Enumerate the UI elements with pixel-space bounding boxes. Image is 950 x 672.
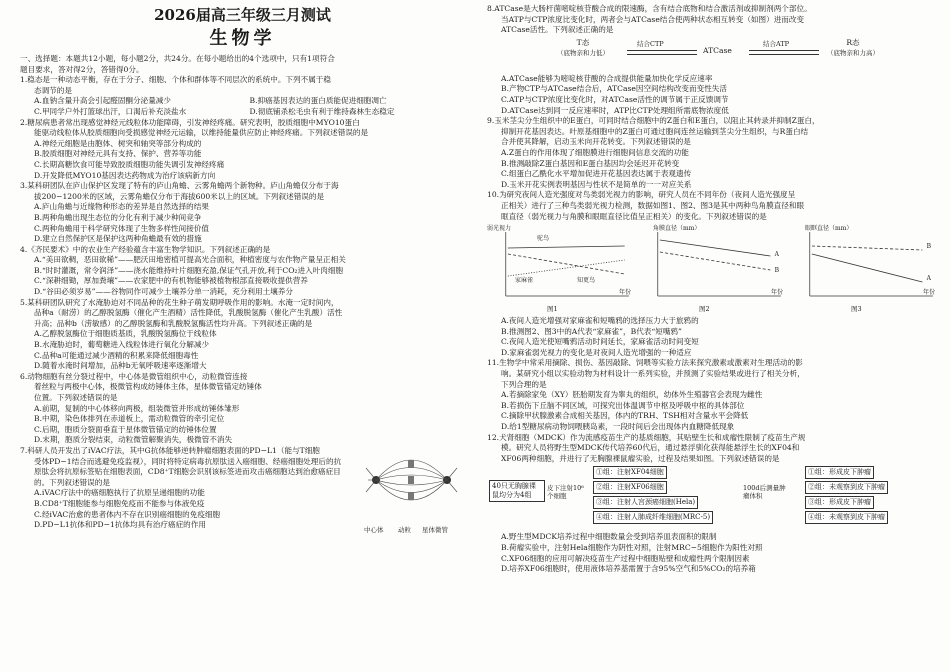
- figure-label: 中心体: [364, 526, 384, 535]
- option: A.夜间人造光增强对家麻雀和短嘴鸦的选择压力大于旅鸦的: [501, 316, 699, 326]
- right-column: [487, 0, 937, 672]
- option: A.庐山角蟾与近缘物种形态的差异是自然选择的结果: [34, 202, 209, 212]
- option: D.彻底铺杀松毛虫有利于维持森林生态稳定: [249, 106, 395, 116]
- r-state-label: R态: [846, 37, 860, 47]
- option: B.荷瘤实验中，注射Hela细胞作为阴性对照，注射MRC−5细胞作为阳性对照: [501, 543, 763, 552]
- option: A.“美田欲稠，恶田欲稀”——肥沃田地密植可提高光合面积，种植密度与农作物产量呈正相关: [34, 255, 346, 265]
- legend-item: 驼鸟: [537, 235, 550, 243]
- legend-item: A: [926, 275, 931, 283]
- option: B.推测图2、图3中的A代表“家麻雀”，B代表“短嘴鸦”: [501, 326, 682, 336]
- chart-ylabel: 眼眶直径（mm）: [805, 225, 853, 233]
- option: C.XF06细胞的应用可解决疫苗生产过程中细胞贴壁和成瘤性两个限制因素: [501, 553, 750, 563]
- figure-label: 动粒: [398, 526, 411, 535]
- observe-label: 100d后测量肿瘤体积: [743, 484, 786, 501]
- option: A.血钠含量升高会引起醛固酮分泌量减少: [34, 96, 171, 106]
- option: B.“时时灌溉，常令润泽”——浇水能维持叶片细胞充盈,保证气孔开放,利于CO₂进入叶肉细胞: [34, 265, 344, 275]
- question-6: 6.动物细胞有丝分裂过程中，中心体是微管组织中心，动粒微管连接 着丝粒与两极中心体，极微管构成纺锤体主体，星体微管锚定纺锤体 位置。下列叙述错误的是 A.前期，复制的中心体移向两极，组装微管并形成纺锤体雏形 B.中期，染色体排列在赤道板上，需动粒微管的牵引定位 C.后期，胞质分裂面垂直于星体微管锚定的纺锤体位置 D.末期，胞质分裂结束，动粒微管解聚消失，极微管不消失: [20, 372, 465, 446]
- bird-charts: [487, 224, 937, 314]
- group-3: ③组：注射人宫颈癌细胞(Hela): [593, 496, 698, 509]
- chart-xlabel: 年份: [618, 289, 631, 297]
- option: A.野生型MDCK培养过程中细胞数量会受到培养皿表面积的限制: [501, 532, 717, 542]
- legend-item: 家麻雀: [515, 277, 534, 285]
- arrow-label: 结合ATP: [763, 39, 790, 48]
- option: D.家麻雀弱光视力的变化是对夜间人造光增强的一种适应: [501, 347, 692, 357]
- option: C.甲同学户外打篮球出汗，口渴后补充淡盐水: [34, 106, 187, 116]
- option: B.水淹胁迫时，葡萄糖进入线粒体进行氧化分解减少: [34, 340, 210, 350]
- chart-caption: 图2: [699, 304, 710, 313]
- group-1: ①组：注射XF04细胞: [593, 466, 667, 479]
- chart-caption: 图1: [547, 304, 558, 313]
- left-column: [20, 0, 465, 672]
- option: A.乙醇脱氢酶位于细胞质基质，乳酸脱氢酶位于线粒体: [34, 329, 217, 339]
- option: D.ATCase达到同一反应速率时，ATP比CTP处理组所需底物浓度低: [501, 105, 729, 115]
- group-2: ②组：注射XF06细胞: [593, 481, 667, 494]
- legend-item: B: [774, 267, 779, 275]
- question-4: 4.《齐民要术》中的农业生产经验蕴含丰富生物学知识。下列叙述正确的是 A.“美田欲稠，恶田欲稀”——肥沃田地密植可提高光合面积，种植密度与农作物产量呈正相关 B.“时时灌溉，常令润泽”——浇水能维持叶片细胞充盈,保证气孔开放,利于CO₂进入叶肉细胞 C.“深耕细锄，厚加粪壤”——农家肥中的有机物能够被植物根部直接吸收提供营养 D.“谷田必须岁易”——谷物同作可减少土壤养分单一消耗，充分利用土壤养分: [20, 245, 465, 298]
- question-12: 12.犬肾细胞（MDCK）作为流感疫苗生产的基质细胞，其贴壁生长和成瘤性限制了疫苗生产规 模。研究人员将野生型MDCK传代培养60代后，通过悬浮驯化获得能悬浮生长的XF04和 XF06两种细胞，并进行了无胸腺裸鼠瘤实验，过程及结果如图。下列叙述错误的是 40只无胸腺裸鼠均分为4组 皮下注射10⁶个细胞 ①组：注射XF04细胞 ②组：注射XF06细胞 ③组：注射人宫颈癌细胞(Hela) ④组：注射人肺成纤维细胞(MRC-5) 100d后测量肿瘤体积 ①组：形成皮下肿瘤 ②组：未观察到皮下肿瘤 ③组：形成皮下肿瘤 ④组：未观察到皮下肿瘤 A.野生型MDCK培养过程中细胞数量会受到培养皿表面积的限制 B.荷瘤实验中，注射Hela细胞作为阴性对照，注射MRC−5细胞作为阳性对照 C.XF06细胞的应用可解决疫苗生产过程中细胞贴壁和成瘤性两个限制因素 D.培养XF06细胞时，使用液体培养基需置于含95%空气和5%CO₂的培养箱: [487, 433, 937, 575]
- option: A.Z蛋白的作用体现了细胞膜进行细胞间信息交流的功能: [501, 147, 689, 157]
- option: B.若损伤下丘脑不同区域，可探究出体温调节中枢及呼吸中枢的具体部位: [501, 400, 745, 410]
- result-2: ②组：未观察到皮下肿瘤: [805, 481, 888, 494]
- option: C.夜间人造光使短嘴鸦活动时间延长，家麻雀活动时间变短: [501, 337, 699, 347]
- option: C.两种角蟾用于科学研究体现了生物多样性间接价值: [34, 223, 210, 233]
- question-10: 10.为研究夜间人造光强度对鸟类弱光视力的影响，研究人员在不同年份（夜间人造光强度呈 正相关）进行了三种鸟类弱光视力检测，数据如图1、图2、图3是其中两种鸟角膜直径和眼 眶直径（弱光视力与角膜和眼眶直径比值呈正相关）的变化。下列叙述错误的是 弱光视力 驼鸟 家麻雀 知更鸟 年份 图1 角膜直径（mm） A B 年份 图2 眼眶直径（mm） A B 年份 图3 A.夜间人造光增强对家麻雀和短嘴鸦的选择压力大于旅鸦的 B.推测图2、图3中的A代表“家麻雀”，B代表“短嘴鸦” C.夜间人造光使短嘴鸦活动时间延长，家麻雀活动时间变短 D.家麻雀弱光视力的变化是对夜间人造光增强的一种适应: [487, 190, 935, 357]
- option: B.两种角蟾出现生态位的分化有利于减少种间竞争: [34, 212, 202, 222]
- option: C.“深耕细锄，厚加粪壤”——农家肥中的有机物能够被植物根部直接吸收提供营养: [34, 276, 308, 286]
- option: A.iVAC疗法中的癌细胞执行了抗原呈递细胞的功能: [34, 488, 205, 498]
- option: B.中期，染色体排列在赤道板上，需动粒微管的牵引定位: [34, 414, 225, 424]
- question-8: 8.ATCase是大肠杆菌嘧啶核苷酸合成的限速酶，含有结合底物和结合激活剂或抑制剂两个部位。 当ATP与CTP浓度比变化时，两者会与ATCase结合使两种状态相互转变（如图）进而改变 ATCase活性。下列叙述正确的是 T态 （底物亲和力低） 结合CTP ATCase 结合ATP R态 （底物亲和力高） A.ATCase能够为嘧啶核苷酸的合成提供能量加快化学反应速率 B.产物CTP与ATCase结合后，ATCase因空间结构改变而变性失活 C.ATP与CTP浓度比变化时，对ATCase活性的调节属于正反馈调节 D.ATCase达到同一反应速率时，ATP比CTP处理组所需底物浓度低: [487, 4, 937, 116]
- inject-label: 皮下注射10⁶个细胞: [547, 484, 584, 501]
- question-7: 7.科研人员开发出了iVAC疗法，其中G抗体能够逆转肿瘤细胞表面的PD−L1（能与T细胞 受体PD−1结合而逃避免疫监视），同时将特定病毒抗原肽送入癌细胞、经癌细胞处理后的抗 原肽会将抗原标签贴在细胞表面，CD8⁺T细胞会识别该标签进而攻击癌细胞达到治愈癌症目 的。下列叙述错误的是 A.iVAC疗法中的癌细胞执行了抗原呈递细胞的功能 B.CD8⁺T细胞能参与细胞免疫而不能参与体液免疫 C.经iVAC治愈的患者体内不存在识别癌细胞的免疫细胞 D.PD−L1抗体和PD−1抗体均具有治疗癌症的作用: [20, 446, 465, 531]
- mice-box: 40只无胸腺裸鼠均分为4组: [489, 480, 545, 502]
- r-state-sub: （底物亲和力高）: [827, 49, 879, 58]
- chart-figure-1: [487, 224, 633, 314]
- option: A.若摘除家兔（XY）胚胎期发育为睾丸的组织，幼体外生殖器官会表现为雌性: [501, 390, 763, 400]
- option: C.品种a可能通过减少酒精的积累来降低细胞毒性: [34, 350, 199, 360]
- chart-figure-2: [639, 224, 785, 314]
- legend-item: A: [774, 251, 779, 259]
- question-1: 1.稳态是一种动态平衡，存在于分子、细胞、个体和群体等不同层次的系统中。下列不属于稳 态调节的是 A.血钠含量升高会引起醛固酮分泌量减少 B.抑癌基因表达的蛋白质能促进细胞凋亡 C.甲同学户外打篮球出汗，口渴后补充淡盐水 D.彻底铺杀松毛虫有利于维持森林生态稳定: [20, 75, 465, 117]
- tumor-experiment-flowchart: [487, 466, 937, 530]
- chart-xlabel: 年份: [922, 289, 935, 297]
- atcase-label: ATCase: [703, 45, 732, 55]
- t-state-label: T态: [576, 37, 590, 47]
- chart-caption: 图3: [851, 304, 862, 313]
- option: D.PD−L1抗体和PD−1抗体均具有治疗癌症的作用: [34, 520, 206, 530]
- option: D.随着水淹时间增加，品种b无氧呼吸速率逐渐增大: [34, 361, 207, 371]
- option: B.产物CTP与ATCase结合后，ATCase因空间结构改变而变性失活: [501, 84, 727, 94]
- option: D.玉米开花实例表明基因与性状不是简单的一一对应关系: [501, 179, 692, 189]
- arrow-label: 结合CTP: [637, 39, 664, 48]
- legend-item: 知更鸟: [577, 277, 596, 285]
- option: D.给1型糖尿病动物饲喂胰岛素，一段时间后会出现体内血糖降低现象: [501, 422, 735, 432]
- chart-ylabel: 弱光视力: [487, 225, 512, 233]
- chart-xlabel: 年份: [770, 289, 783, 297]
- result-3: ③组：形成皮下肿瘤: [805, 496, 874, 509]
- option: B.推测敲除Z蛋白基因和E蛋白基因均会延迟开花转变: [501, 158, 680, 168]
- question-11: 11.生物学中常采用摘除、损伤、基因敲除、饲喂等实验方法来探究激素或激素对生理活动的影 响。某研究小组以实验动物为材料设计一系列实验，并预测了实验结果或进行了相关分析， 下列合理的是 A.若摘除家兔（XY）胚胎期发育为睾丸的组织，幼体外生殖器官会表现为雌性 B.若损伤下丘脑不同区域，可探究出体温调节中枢及呼吸中枢的具体部位 C.摘除甲状腺激素合成相关基因，体内的TRH、TSH相对含量水平会降低 D.给1型糖尿病动物饲喂胰岛素，一段时间后会出现体内血糖降低现象: [487, 358, 937, 432]
- option: D.建立自然保护区是保护这两种角蟾最有效的措施: [34, 234, 202, 244]
- option: C.经iVAC治愈的患者体内不存在识别癌细胞的免疫细胞: [34, 509, 221, 519]
- atcase-diagram: [527, 38, 937, 72]
- group-4: ④组：注射人肺成纤维细胞(MRC-5): [593, 511, 713, 524]
- question-2: 2.糖尿病患者常出现感觉神经元线粒体功能障碍，引发神经疼痛。研究表明，胶质细胞中MYO10蛋白 能驱动线粒体从胶质细胞向受损感觉神经元运输，以维持能量供应防止神经疼痛。下列叙述错误的是 A.神经元细胞是由胞体、树突和轴突等部分构成的 B.胶质细胞对神经元具有支持、保护、营养等功能 C.长期高糖饮食可能导致胶质细胞功能失调引发神经疼痛 D.开发降低MYO10基因表达药物成为治疗该病新方向: [20, 118, 465, 182]
- option: B.CD8⁺T细胞能参与细胞免疫而不能参与体液免疫: [34, 498, 205, 508]
- chart-ylabel: 角膜直径（mm）: [653, 225, 701, 233]
- question-5: 5.某科研团队研究了水淹胁迫对不同品种的花生种子萌发期呼吸作用的影响。水淹一定时间内， 品种a（耐涝）的乙醇脱氢酶（催化产生酒精）活性降低，乳酸脱氢酶（催化产生乳酸）活性 升高；品种b（涝敏感）的乙醇脱氢酶和乳酸脱氢酶活性均升高。下列叙述正确的是 A.乙醇脱氢酶位于细胞质基质，乳酸脱氢酶位于线粒体 B.水淹胁迫时，葡萄糖进入线粒体进行氧化分解减少 C.品种a可能通过减少酒精的积累来降低细胞毒性 D.随着水淹时间增加，品种b无氧呼吸速率逐渐增大: [20, 298, 465, 372]
- subject-title: 生物学: [209, 28, 276, 49]
- section-intro: 题目要求，答对得2分，答错得0分。: [20, 64, 144, 74]
- option: C.摘除甲状腺激素合成相关基因，体内的TRH、TSH相对含量水平会降低: [501, 411, 749, 421]
- option: D.培养XF06细胞时，使用液体培养基需置于含95%空气和5%CO₂的培养箱: [501, 564, 756, 574]
- option: D.末期，胞质分裂结束，动粒微管解聚消失，极微管不消失: [34, 435, 233, 445]
- option: D.开发降低MYO10基因表达药物成为治疗该病新方向: [34, 170, 216, 180]
- option: C.组蛋白乙酰化水平增加促进开花基因表达属于表观遗传: [501, 169, 692, 179]
- option: A.ATCase能够为嘧啶核苷酸的合成提供能量加快化学反应速率: [501, 73, 713, 83]
- page-title: 2026届高三年级三月测试: [154, 6, 331, 24]
- legend-item: B: [926, 243, 931, 251]
- section-intro: 一、选择题：本题共12小题，每小题2分，共24分。在每小题给出的4个选项中，只有1项符合: [20, 54, 335, 63]
- option: A.神经元细胞是由胞体、树突和轴突等部分构成的: [34, 138, 202, 148]
- spindle-figure: [364, 430, 459, 538]
- option: B.胶质细胞对神经元具有支持、保护、营养等功能: [34, 149, 202, 159]
- option: C.后期，胞质分裂面垂直于星体微管锚定的纺锤体位置: [34, 424, 217, 434]
- question-3: 3.某科研团队在庐山保护区发现了特有的庐山角蟾、云雾角蟾两个新物种。庐山角蟾仅分布于海 拔200−1200米的区域，云雾角蟾仅分布于海拔600米以上的区域。下列叙述错误的是 A.庐山角蟾与近缘物种形态的差异是自然选择的结果 B.两种角蟾出现生态位的分化有利于减少种间竞争 C.两种角蟾用于科学研究体现了生物多样性间接价值 D.建立自然保护区是保护这两种角蟾最有效的措施: [20, 181, 465, 245]
- result-1: ①组：形成皮下肿瘤: [805, 466, 874, 479]
- chart-figure-3: [791, 224, 937, 314]
- option: C.ATP与CTP浓度比变化时，对ATCase活性的调节属于正反馈调节: [501, 94, 729, 104]
- option: D.“谷田必须岁易”——谷物同作可减少土壤养分单一消耗，充分利用土壤养分: [34, 287, 293, 297]
- question-9: 9.玉米茎尖分生组织中的E蛋白，可同时结合细胞中的Z蛋白和E蛋白，以阻止其转录并抑制Z蛋白， 抑制开花基因表达。叶原基细胞中的Z蛋白可通过胞间连丝运输到茎尖分生组织，与R蛋白结 合并使其降解，启动玉米向开花转变。下列叙述错误的是 A.Z蛋白的作用体现了细胞膜进行细胞间信息交流的功能 B.推测敲除Z蛋白基因和E蛋白基因均会延迟开花转变 C.组蛋白乙酰化水平增加促进开花基因表达属于表观遗传 D.玉米开花实例表明基因与性状不是简单的一一对应关系: [487, 116, 937, 190]
- figure-label: 星体微管: [422, 526, 448, 535]
- t-state-sub: （底物亲和力低）: [557, 49, 609, 58]
- option: B.抑癌基因表达的蛋白质能促进细胞凋亡: [249, 96, 387, 106]
- option: A.前期，复制的中心体移向两极，组装微管并形成纺锤体雏形: [34, 403, 240, 413]
- result-4: ④组：未观察到皮下肿瘤: [805, 511, 888, 524]
- option: C.长期高糖饮食可能导致胶质细胞功能失调引发神经疼痛: [34, 159, 225, 169]
